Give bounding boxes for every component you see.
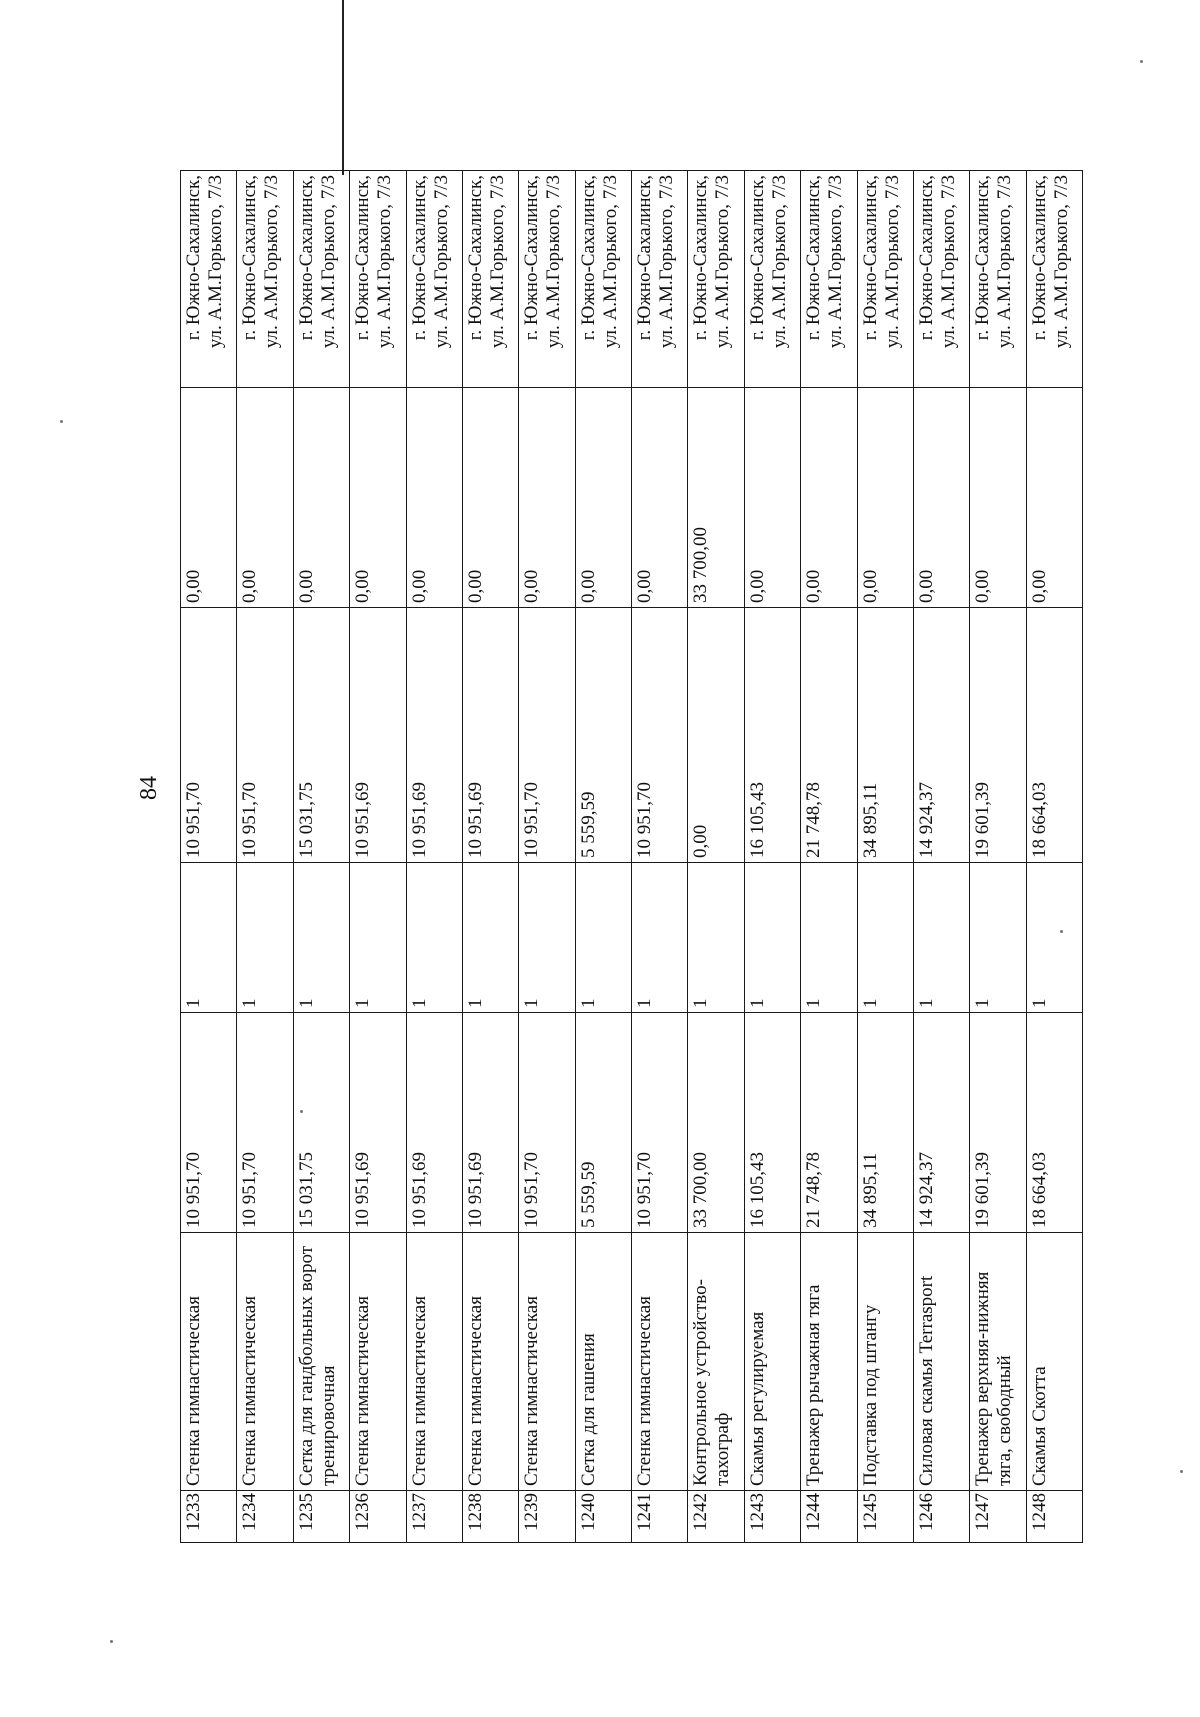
location-city: г. Южно-Сахалинск, [352,175,374,341]
inventory-table [180,170,1083,1543]
item-quantity: 1 [237,863,293,1013]
item-residual-value: 0,00 [462,388,518,608]
location-street: ул. А.М.Горького, 7/3 [712,175,734,349]
item-location [519,171,575,388]
table-row [293,171,349,1543]
item-depreciation: 10 951,70 [237,608,293,863]
table-row [350,171,406,1543]
location-street: ул. А.М.Горького, 7/3 [937,175,959,349]
item-residual-value: 0,00 [519,388,575,608]
item-price: 10 951,69 [350,1013,406,1233]
scan-speck [110,1640,113,1643]
table-row [575,171,631,1543]
item-residual-value: 0,00 [744,388,800,608]
item-depreciation: 14 924,37 [913,608,969,863]
table-row [744,171,800,1543]
row-number: 1240 [575,1491,631,1543]
scan-speck [1180,1470,1183,1473]
location-city: г. Южно-Сахалинск, [634,175,655,341]
table-row [688,171,744,1543]
item-quantity: 1 [632,863,688,1013]
item-residual-value: 0,00 [350,388,406,608]
item-residual-value: 0,00 [293,388,349,608]
location-city: г. Южно-Сахалинск, [577,175,599,341]
item-location [462,171,518,388]
row-number: 1248 [1026,1491,1082,1543]
item-depreciation: 15 031,75 [293,608,349,863]
item-price: 18 664,03 [1026,1013,1082,1233]
item-residual-value: 0,00 [801,388,857,608]
location-street: ул. А.М.Горького, 7/3 [825,175,847,349]
location-street: ул. А.М.Горького, 7/3 [768,175,790,349]
item-location [801,171,857,388]
item-depreciation: 10 951,70 [181,608,237,863]
item-price: 10 951,69 [462,1013,518,1233]
row-number: 1243 [744,1491,800,1543]
table-row [970,171,1026,1543]
table-row [801,171,857,1543]
location-city: г. Южно-Сахалинск, [859,175,881,341]
table-row [406,171,462,1543]
item-name: Скамья Скотта [1026,1233,1082,1491]
item-price: 34 895,11 [857,1013,913,1233]
page-number: 84 [136,776,162,800]
location-city: г. Южно-Сахалинск, [690,175,712,341]
scan-speck [1140,60,1143,63]
row-number: 1238 [462,1491,518,1543]
item-depreciation: 10 951,69 [350,608,406,863]
item-location [913,171,969,388]
item-quantity: 1 [350,863,406,1013]
item-price: 10 951,70 [632,1013,688,1233]
location-city: г. Южно-Сахалинск, [1028,175,1050,341]
item-depreciation: 10 951,70 [519,608,575,863]
item-name: Скамья регулируемая [744,1233,800,1491]
item-quantity: 1 [462,863,518,1013]
table-row [913,171,969,1543]
item-residual-value: 0,00 [632,388,688,608]
location-city: г. Южно-Сахалинск, [239,175,261,341]
location-street: ул. А.М.Горького, 7/3 [599,175,621,349]
item-price: 10 951,70 [519,1013,575,1233]
item-residual-value: 0,00 [857,388,913,608]
location-street: ул. А.М.Горького, 7/3 [317,175,339,349]
item-depreciation: 0,00 [688,608,744,863]
table-row [1026,171,1082,1543]
item-name: Стенка гимнастическая [519,1233,575,1491]
item-price: 15 031,75 [293,1013,349,1233]
item-location [688,171,744,388]
item-name: Подставка под штангу [857,1233,913,1491]
location-city: г. Южно-Сахалинск, [408,175,430,341]
item-name: Стенка гимнастическая [632,1233,688,1491]
item-depreciation: 10 951,70 [632,608,688,863]
item-name: Стенка гимнастическая [237,1233,293,1491]
item-depreciation: 21 748,78 [801,608,857,863]
item-quantity: 1 [970,863,1026,1013]
item-depreciation: 19 601,39 [970,608,1026,863]
location-city: г. Южно-Сахалинск, [746,175,768,341]
item-name: Стенка гимнастическая [406,1233,462,1491]
item-price: 21 748,78 [801,1013,857,1233]
item-name: Стенка гимнастическая [462,1233,518,1491]
item-depreciation: 34 895,11 [857,608,913,863]
item-quantity: 1 [406,863,462,1013]
table-row [632,171,688,1543]
location-street: ул. А.М.Горького, 7/3 [486,175,508,349]
item-depreciation: 5 559,59 [575,608,631,863]
item-residual-value: 0,00 [181,388,237,608]
item-name: Стенка гимнастическая [181,1233,237,1491]
row-number: 1242 [688,1491,744,1543]
item-location [970,171,1026,388]
item-name: Тренажер рычажная тяга [801,1233,857,1491]
item-name: Контрольное устройство-тахограф [688,1233,744,1491]
item-location [237,171,293,388]
item-residual-value: 0,00 [1026,388,1082,608]
row-number: 1236 [350,1491,406,1543]
item-location [350,171,406,388]
item-quantity: 1 [857,863,913,1013]
scan-artifact-line [342,0,344,175]
item-location [575,171,631,388]
item-price: 10 951,69 [406,1013,462,1233]
item-quantity: 1 [181,863,237,1013]
row-number: 1235 [293,1491,349,1543]
scan-speck [60,420,63,423]
item-residual-value: 0,00 [237,388,293,608]
location-street: ул. А.М.Горького, 7/3 [205,175,226,349]
row-number: 1245 [857,1491,913,1543]
item-location [293,171,349,388]
item-quantity: 1 [913,863,969,1013]
location-street: ул. А.М.Горького, 7/3 [261,175,283,349]
location-city: г. Южно-Сахалинск, [803,175,825,341]
location-city: г. Южно-Сахалинск, [295,175,317,341]
item-depreciation: 10 951,69 [462,608,518,863]
item-quantity: 1 [519,863,575,1013]
item-price: 16 105,43 [744,1013,800,1233]
item-price: 10 951,70 [237,1013,293,1233]
location-street: ул. А.М.Горького, 7/3 [881,175,903,349]
item-location [632,171,688,388]
item-residual-value: 33 700,00 [688,388,744,608]
item-name: Тренажер верхняя-нижняя тяга, свободный [970,1233,1026,1491]
location-city: г. Южно-Сахалинск, [521,175,543,341]
location-street: ул. А.М.Горького, 7/3 [656,175,677,349]
row-number: 1244 [801,1491,857,1543]
table-row [181,171,237,1543]
item-location [1026,171,1082,388]
item-quantity: 1 [744,863,800,1013]
row-number: 1234 [237,1491,293,1543]
location-city: г. Южно-Сахалинск, [915,175,937,341]
item-depreciation: 18 664,03 [1026,608,1082,863]
table-row [857,171,913,1543]
item-name: Силовая скамья Terrasport [913,1233,969,1491]
row-number: 1241 [632,1491,688,1543]
item-quantity: 1 [1026,863,1082,1013]
row-number: 1246 [913,1491,969,1543]
item-quantity: 1 [293,863,349,1013]
row-number: 1247 [970,1491,1026,1543]
location-street: ул. А.М.Горького, 7/3 [543,175,565,349]
item-quantity: 1 [688,863,744,1013]
table-row [462,171,518,1543]
item-residual-value: 0,00 [970,388,1026,608]
item-depreciation: 10 951,69 [406,608,462,863]
item-location [857,171,913,388]
location-street: ул. А.М.Горького, 7/3 [430,175,452,349]
location-street: ул. А.М.Горького, 7/3 [994,175,1016,349]
item-name: Сетка для гашения [575,1233,631,1491]
row-number: 1233 [181,1491,237,1543]
item-quantity: 1 [801,863,857,1013]
item-depreciation: 16 105,43 [744,608,800,863]
row-number: 1239 [519,1491,575,1543]
row-number: 1237 [406,1491,462,1543]
inventory-table-body [181,171,1083,1543]
item-location [744,171,800,388]
item-price: 19 601,39 [970,1013,1026,1233]
item-location [406,171,462,388]
item-name: Сетка для гандбольных ворот тренировочная [293,1233,349,1491]
table-row [237,171,293,1543]
item-residual-value: 0,00 [575,388,631,608]
item-residual-value: 0,00 [406,388,462,608]
location-city: г. Южно-Сахалинск, [972,175,994,341]
item-price: 10 951,70 [181,1013,237,1233]
location-street: ул. А.М.Горького, 7/3 [1050,175,1072,349]
location-street: ул. А.М.Горького, 7/3 [374,175,396,349]
item-name: Стенка гимнастическая [350,1233,406,1491]
item-location [181,171,237,388]
item-price: 33 700,00 [688,1013,744,1233]
item-residual-value: 0,00 [913,388,969,608]
item-price: 14 924,37 [913,1013,969,1233]
location-city: г. Южно-Сахалинск, [183,175,204,341]
table-row [519,171,575,1543]
location-city: г. Южно-Сахалинск, [464,175,486,341]
item-price: 5 559,59 [575,1013,631,1233]
item-quantity: 1 [575,863,631,1013]
